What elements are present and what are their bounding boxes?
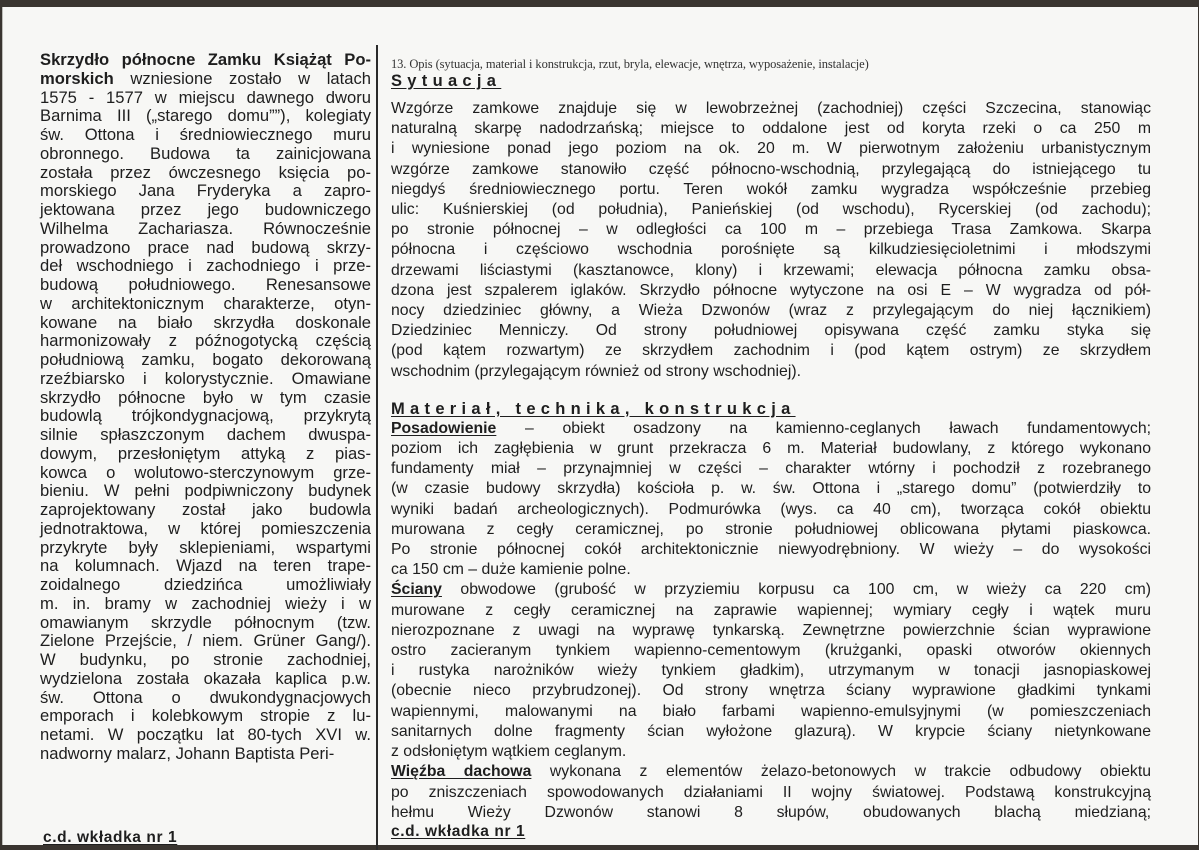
para-line: sanitarnych dolne fragmenty ścian wyłożone glazurą). W krypcie ściany nietynkowane <box>391 722 1151 740</box>
left-line: netami. W początku lat 80-tych XVI w. <box>40 725 371 744</box>
left-line: obronnego. Budowa ta zainicjowana <box>40 143 371 163</box>
para-line-text: – obiekt osadzony na kamienno-ceglanych ławach fundamentowych; <box>496 419 1151 437</box>
left-line: południową zamku, bogato dekorowaną <box>40 350 371 369</box>
para-line: murowane z cegły ceramicznej na zaprawie wapiennej; wymiary cegły i wątek muru <box>391 601 1151 619</box>
left-line: budowlą trójkondygnacjową, przykrytą <box>40 406 371 426</box>
left-line: zaprojektowany został jako budowla <box>40 500 371 519</box>
left-line: budową południowego. Renesansowe <box>40 275 371 294</box>
para-line: po stronie północnej – w odległości ca 100 m – przebiega Trasa Zamkowa. Skarpa <box>391 221 1151 239</box>
left-line: W budynku, po stronie zachodniej, <box>40 650 371 669</box>
lead-wiezba: Więźba dachowa <box>391 763 532 781</box>
left-line-text: wzniesione zostało w latach <box>113 68 371 88</box>
left-line: kowane na biało skrzydła doskonale <box>40 312 371 332</box>
para-line: murowana z cegły ceramicznej, po stronie południowej oblicowana płytami piaskowca. <box>391 520 1151 538</box>
left-line: dowym, przesłoniętym attyką z pias- <box>40 443 371 463</box>
para-line: wzgórze zamkowe stanowiło część północno-wschodnią, przylegającą do istniejącego tu <box>391 160 1151 178</box>
left-line: morskiego Jana Fryderyka a zapro- <box>40 181 371 201</box>
para-line: (obecnie nieco przybrudzonej). Od strony wnętrza ściany wyprawione gładkimi tynkami <box>391 682 1151 700</box>
left-line: rzeźbiarsko i kolorystycznie. Omawiane <box>40 368 371 388</box>
para-line: i rustyka narożników wieży tynkiem gładkim), utrzymanym w tonacji jasnopiaskowej <box>391 662 1151 680</box>
left-line: prowadzono prace nad budową skrzy- <box>40 237 371 257</box>
left-line: wydzielona została okazała kaplica p.w. <box>40 668 371 688</box>
para-line: ulic: Kuśnierskiej (od południa), Panieńskiej (od wschodu), Rycerskiej (od zachodu); <box>391 201 1151 219</box>
para-line-text: wykonana z elementów żelazo-betonowych w trakcie odbudowy obiektu <box>531 763 1151 781</box>
left-line: w architektonicznym charakterze, otyn- <box>40 293 371 313</box>
left-line: m. in. bramy w zachodniej wieży i w <box>40 593 371 613</box>
para-line: i wyniesione ponad jego poziom na ok. 20 m. W pierwotnym założeniu urbanistycznym <box>391 140 1151 158</box>
lead-sciany: Ściany <box>391 581 442 599</box>
para-line: z odsłoniętym wątkiem ceglanym. <box>391 743 627 761</box>
left-line: jednotraktowa, w której pomieszczenia <box>40 518 371 538</box>
para-line: Dziedziniec Menniczy. Od strony południowej opisywana część zamku styka się <box>391 322 1151 340</box>
column-divider <box>376 45 378 850</box>
right-continue-link[interactable]: c.d. wkładka nr 1 <box>391 822 526 840</box>
left-column-text <box>40 51 371 764</box>
paragraph-posadowienie <box>391 419 1151 581</box>
left-line: 1575 - 1577 w miejscu dawnego dworu <box>40 87 371 107</box>
left-line: Zielone Przejście, / niem. Grüner Gang/). <box>40 631 371 651</box>
left-line: zoidalnego dziedzińca umożliwiały <box>40 575 371 594</box>
para-line: Wzgórze zamkowe znajduje się w lewobrzeżnej (zachodniej) części Szczecina, stanowiąc <box>391 100 1151 117</box>
paragraph-wiezba <box>391 762 1151 823</box>
heading-material: Materiał, technika, konstrukcja <box>391 399 796 418</box>
para-line: drzewami liściastymi (kasztanowce, klony) i krzewami; elewacja północna zamku obsa- <box>391 261 1151 279</box>
para-line-text: obwodowe (grubość w przyziemiu korpusu ca 100 cm, w wieży ca 220 cm) <box>441 581 1151 599</box>
left-line <box>40 70 371 89</box>
left-line: nadworny malarz, Johann Baptista Peri- <box>40 743 335 763</box>
form-field-label: 13. Opis (sytuacja, material i konstrukcja, rzut, bryla, elewacje, wnętrza, wyposażenie, instalacje) <box>391 57 869 71</box>
paragraph-sytuacja <box>391 99 1151 382</box>
left-line: Barnima III („starego domu””), kolegiaty <box>40 106 371 126</box>
left-line: Wilhelma Zachariasza. Równocześnie <box>40 218 371 238</box>
heading-sytuacja: Sytuacja <box>391 72 502 90</box>
left-line: przykryte były sklepieniami, wspartymi <box>40 537 371 557</box>
document-page <box>2 7 1198 845</box>
left-line: bieniu. W pełni podpiwniczony budynek <box>40 481 371 501</box>
left-line: emporach i kolebkowym stropie z lu- <box>40 706 371 726</box>
para-line: poziom ich zagłębienia w grunt przekracza 6 m. Materiał budowlany, z którego wykonano <box>391 440 1151 458</box>
title-bold-part: Skrzydło północne Zamku Książąt Po- <box>40 50 371 69</box>
left-line: omawianym skrzydle północnym (tzw. <box>40 612 371 632</box>
paragraph-sciany <box>391 580 1151 762</box>
para-line: północna i częściowo wschodnia porośnięte są kilkudziesięcioletnimi i młodszymi <box>391 241 1151 259</box>
left-line: św. Ottona o dwukondygnacjowych <box>40 687 371 707</box>
left-line: harmonizowały z późnogotycką częścią <box>40 331 371 351</box>
para-line <box>391 762 1151 782</box>
para-line: wapiennymi, malowanymi na biało farbami wapienno-emulsyjnymi (w pomieszczeniach <box>391 702 1151 720</box>
lead-posadowienie: Posadowienie <box>391 419 497 437</box>
para-line <box>391 580 1151 600</box>
para-line: (pod kątem rozwartym) ze skrzydłem zachodnim i (pod kątem ostrym) ze skrzydłem <box>391 342 1151 360</box>
left-line <box>40 51 371 70</box>
left-line: deł wschodniego i zachodniego i prze- <box>40 256 371 276</box>
para-line: Po stronie północnej cokół architektonicznie niewyodrębniony. W wieży – do wysokości <box>391 541 1151 559</box>
para-line <box>391 419 1151 439</box>
left-line: silnie spłaszczonym dachem dwuspa- <box>40 425 371 444</box>
left-continue-link[interactable]: c.d. wkładka nr 1 <box>43 829 178 846</box>
para-line: fundamenty miał – przynajmniej w części – charakter wtórny i pochodził z rozebranego <box>391 460 1151 478</box>
right-column <box>391 57 1151 841</box>
para-line: wschodnim (przylegającym również od strony wschodniej). <box>391 362 802 380</box>
left-line: na kolumnach. Wjazd na teren trape- <box>40 556 371 576</box>
left-line: skrzydło północne było w tym czasie <box>40 387 371 407</box>
title-bold-part: morskich <box>40 68 114 88</box>
left-line: jektowana przez jego budowniczego <box>40 200 371 219</box>
para-line: nocy dziedziniec główny, a Wieża Dzwonów (wraz z przylegającym do niej łącznikiem) <box>391 302 1151 320</box>
para-line: hełmu Wieży Dzwonów stanowi 8 słupów, obudowanych blachą miedzianą; <box>391 803 1151 821</box>
para-line: naturalną skarpę nadodrzańską; miejsce to oddalone jest od koryta rzeki o ca 250 m <box>391 120 1151 138</box>
para-line: dzona jest szpalerem iglaków. Skrzydło północne wytyczone na osi E – W wygradza od pół- <box>391 281 1151 299</box>
para-line: ca 150 cm – duże kamienie polne. <box>391 561 631 579</box>
left-line: św. Ottona i średniowiecznego muru <box>40 125 371 144</box>
left-line: została przez ówczesnego księcia po- <box>40 162 371 182</box>
para-line: nierozpoznane z uwagi na wyprawę tynkarską. Zewnętrzne powierzchnie ścian wyprawione <box>391 621 1151 639</box>
para-line: po zniszczeniach spowodowanych działaniami II wojny światowej. Podstawą konstrukcyjną <box>391 783 1151 801</box>
para-line: niegdyś średniowiecznego portu. Teren wokół zamku wygradza współcześnie przebieg <box>391 180 1151 198</box>
left-line: kowca o wolutowo-sterczynowym grze- <box>40 462 371 482</box>
para-line: wyniki badań archeologicznych). Podmurówka (wys. ca 40 cm), tworząca cokół obiektu <box>391 500 1151 518</box>
para-line: ostro zacieranym tynkiem wapienno-cementowym (krużganki, opaski otworów okiennych <box>391 642 1151 660</box>
para-line: (w czasie budowy skrzydła) kościoła p. w. św. Ottona i „starego domu” (potwierdziły to <box>391 480 1151 498</box>
